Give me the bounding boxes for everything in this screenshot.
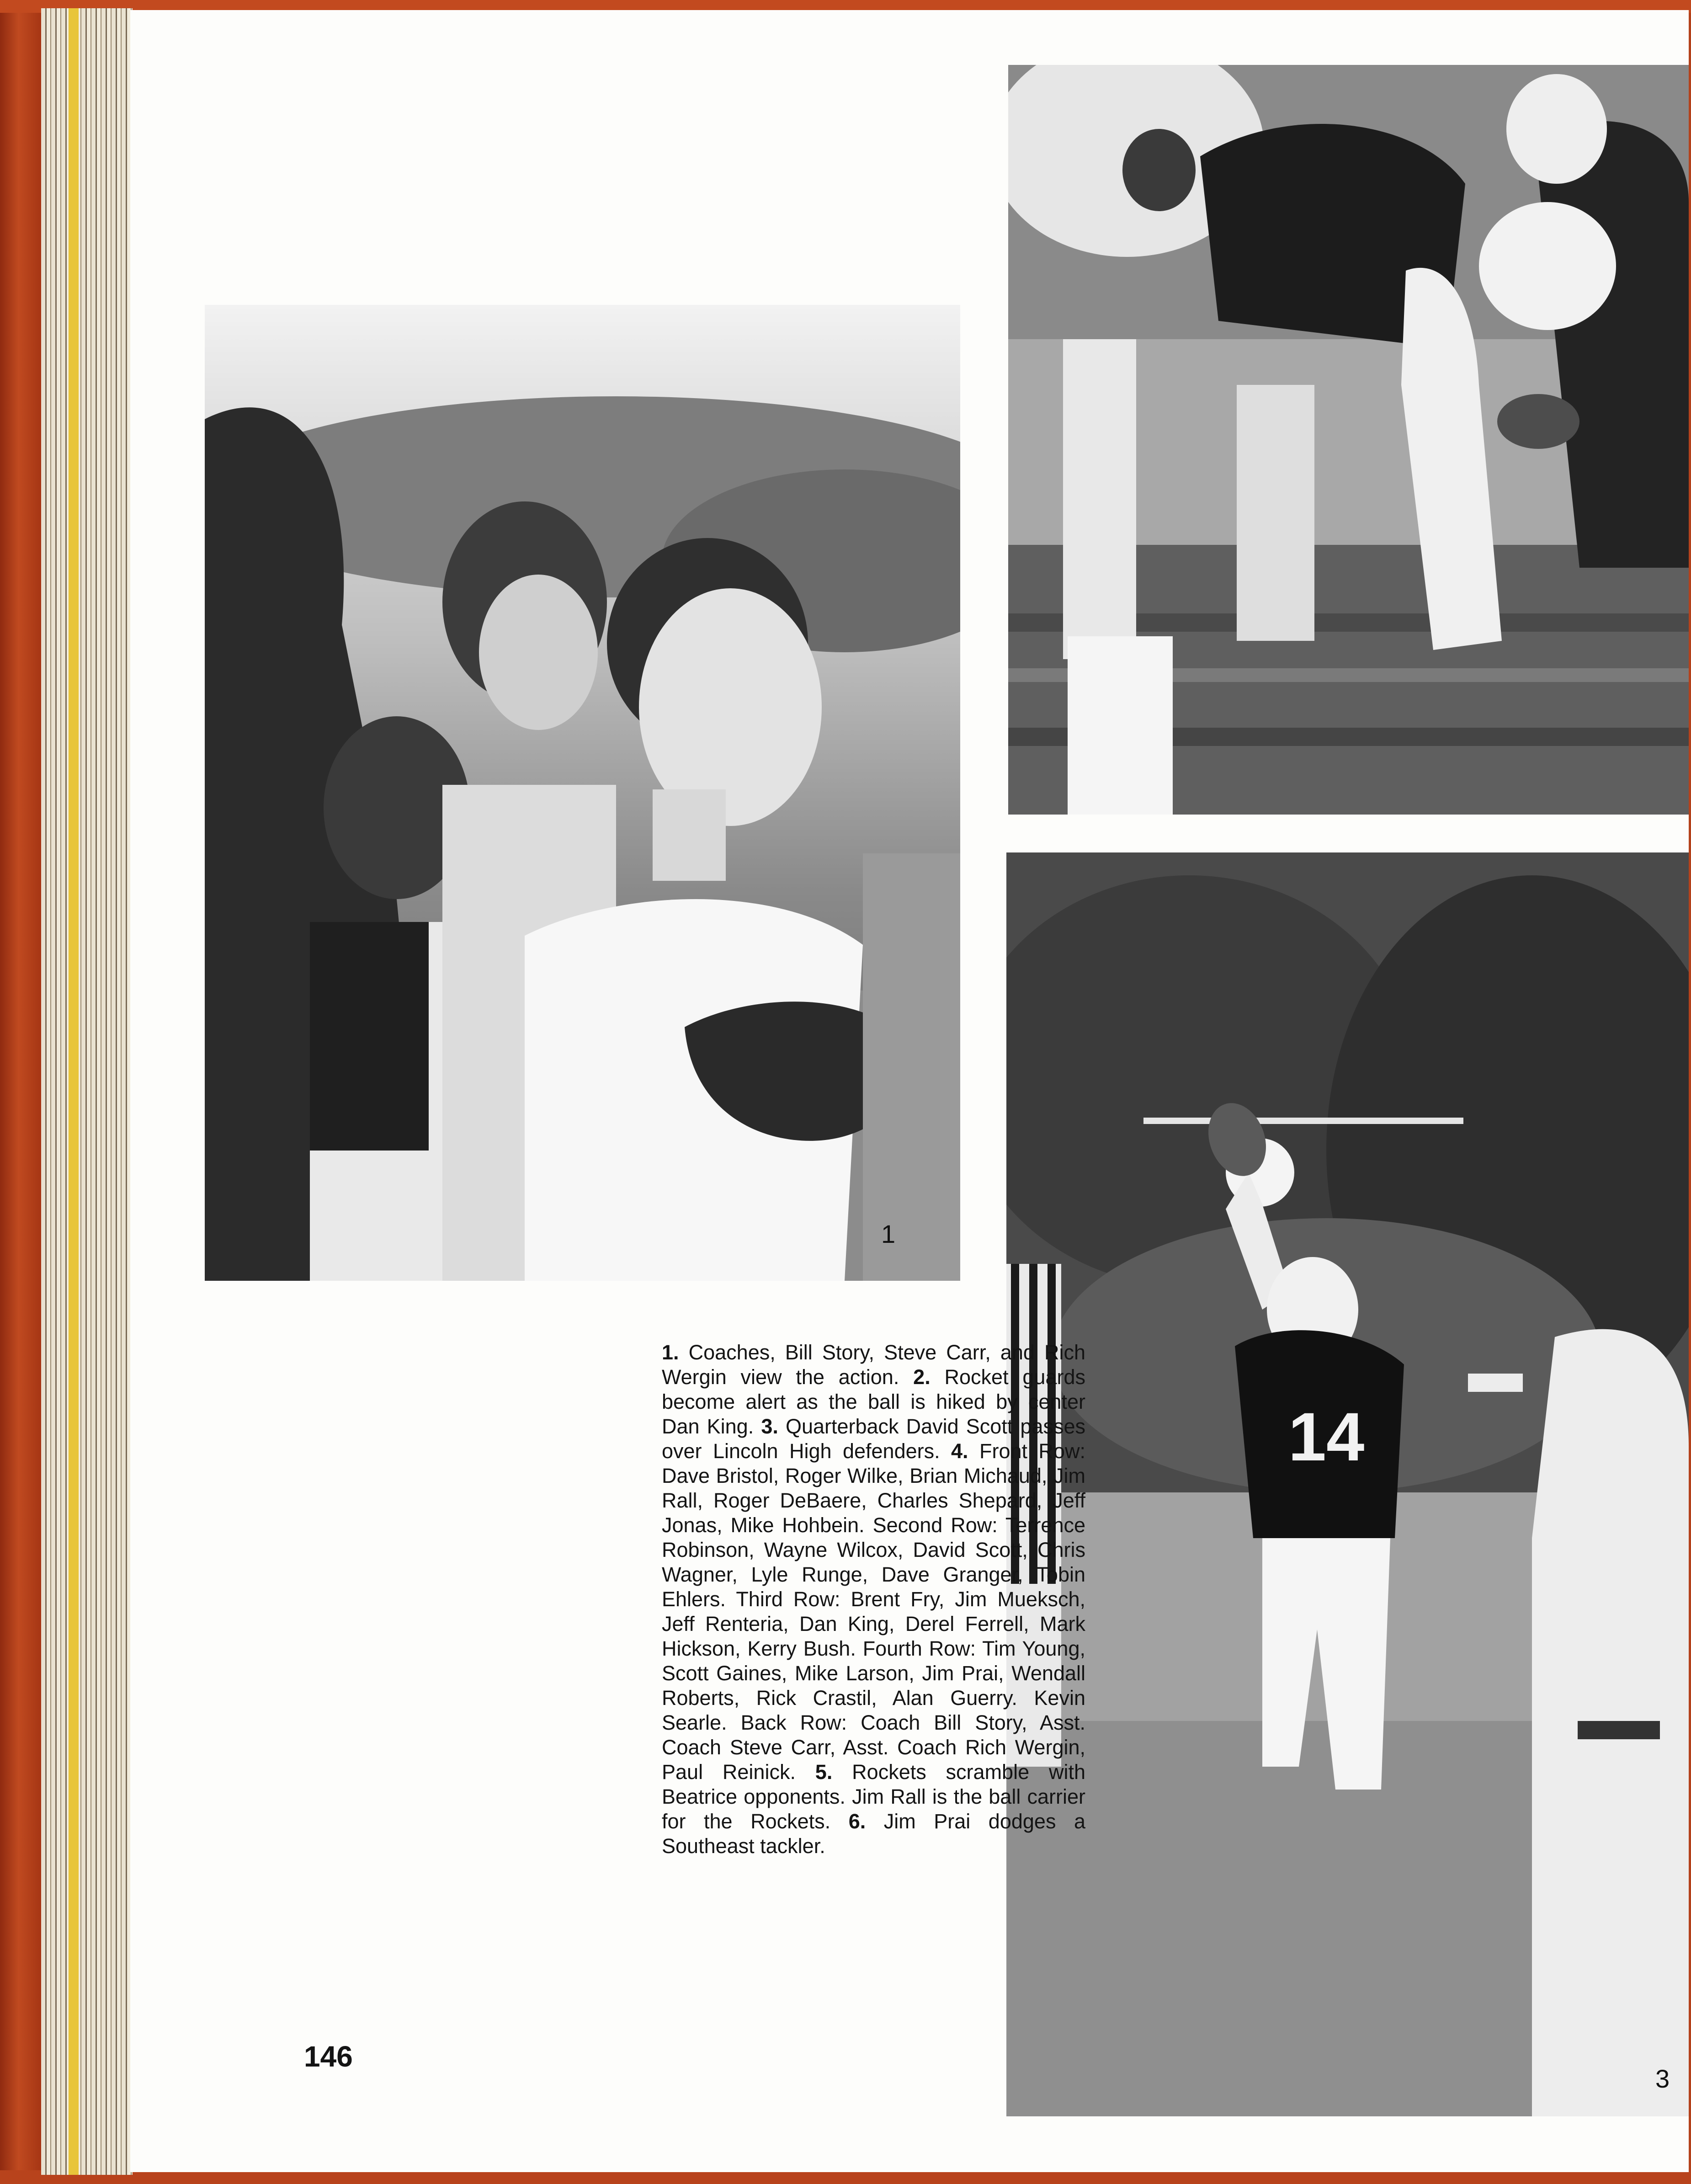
page-edge-tab — [69, 8, 79, 2175]
yearbook-page — [130, 10, 1689, 2172]
caption-text-3: Quarterback David Scott passes over Lincoln High defenders. — [662, 1415, 1085, 1463]
page-number: 146 — [304, 2040, 353, 2073]
caption-text-6: Jim Prai dodges a Southeast tackler. — [662, 1810, 1085, 1858]
photo-quarterback-pass — [1006, 852, 1689, 2116]
quarterback-pass-photo-icon — [1006, 852, 1689, 2116]
caption-number-6: 6. — [848, 1810, 866, 1833]
coaches-sideline-photo-icon — [205, 305, 960, 1281]
photo-number-3: 3 — [1655, 2064, 1670, 2093]
caption-number-5: 5. — [815, 1760, 833, 1784]
caption-number-3: 3. — [761, 1415, 778, 1438]
caption-number-4: 4. — [951, 1439, 968, 1463]
caption-number-2: 2. — [913, 1365, 931, 1389]
caption-text-5: Rockets scramble with Beatrice opponents. Jim Rall is the ball carrier for the Rockets. — [662, 1760, 1085, 1833]
jersey-number: 14 — [1288, 1398, 1365, 1475]
photo-number-1: 1 — [881, 1220, 896, 1248]
book-binding-left — [0, 0, 41, 2184]
photo-caption — [662, 1340, 1085, 1859]
photo-coaches-sideline — [205, 305, 960, 1281]
book-binding-bottom — [0, 2170, 1691, 2184]
caption-text-1: Coaches, Bill Story, Steve Carr, and Rich Wergin view the action. — [662, 1341, 1085, 1389]
photo-linemen-snap — [1008, 65, 1689, 815]
caption-number-1: 1. — [662, 1341, 679, 1364]
caption-text-2: Rocket guards become alert as the ball is hiked by center Dan King. — [662, 1365, 1085, 1438]
page-edges — [41, 8, 133, 2175]
linemen-snap-photo-icon — [1008, 65, 1689, 815]
caption-text-4: Front Row: Dave Bristol, Roger Wilke, Brian Michaud, Jim Rall, Roger DeBaere, Charles Shepard, Jeff Jonas, Mike Hohbein. Second Row: Terrence Robinson, Wayne Wilcox, David Scott, Chris Wagner, Lyle Runge, Dave Granger, Tobin Ehlers. Third Row: Brent Fry, Jim Mueksch, Jeff Renteria, Dan King, Derel Ferrell, Mark Hickson, Kerry Bush. Fourth Row: Tim Young, Scott Gaines, Mike Larson, Jim Prai, Wendall Roberts, Rick Crastil, Alan Guerry. Kevin Searle. Back Row: Coach Bill Story, Asst. Coach Steve Carr, Asst. Coach Rich Wergin, Paul Reinick. — [662, 1439, 1085, 1784]
